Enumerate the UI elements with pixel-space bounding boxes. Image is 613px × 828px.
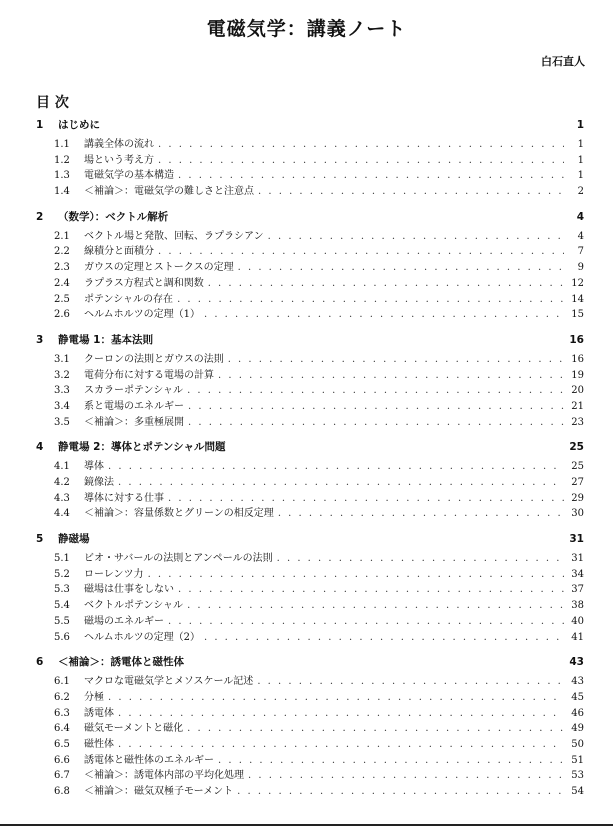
- chapter-number: 5: [36, 533, 44, 546]
- section-number: 2.5: [54, 293, 70, 305]
- chapter-title: 静磁場: [58, 533, 90, 546]
- toc-section-entry[interactable]: [36, 290, 584, 306]
- dot-leader: [257, 676, 564, 687]
- section-number: 3.1: [54, 353, 70, 365]
- toc-heading: 目 次: [36, 95, 69, 111]
- dot-leader: [158, 246, 564, 257]
- section-number: 4.4: [54, 508, 70, 520]
- toc-section-entry[interactable]: [36, 612, 584, 628]
- section-title: マクロな電磁気学とメソスケール記述: [84, 676, 254, 688]
- section-number: 2.3: [54, 262, 70, 274]
- section-number: 2.2: [54, 246, 70, 258]
- chapter-title: ＜補論＞：誘電体と磁性体: [58, 656, 184, 669]
- section-title: ＜補論＞：多重極展開: [84, 416, 184, 428]
- section-number: 6.2: [54, 691, 70, 703]
- section-title: クーロンの法則とガウスの法則: [84, 353, 224, 365]
- chapter-title: はじめに: [58, 119, 100, 131]
- section-title: 分極: [84, 691, 104, 703]
- toc-section-entry[interactable]: [36, 305, 584, 321]
- dot-leader: [228, 354, 564, 365]
- section-title: 誘電体と磁性体のエネルギー: [84, 754, 214, 766]
- toc-section-entry[interactable]: [36, 672, 584, 688]
- toc-section-entry[interactable]: [36, 735, 584, 751]
- section-number: 6.1: [54, 676, 70, 688]
- section-title: ベクトル場と発散、回転、ラプラシアン: [84, 230, 264, 242]
- toc-section-entry[interactable]: [36, 473, 584, 489]
- chapter-page: 31: [569, 533, 584, 546]
- dot-leader: [148, 569, 564, 580]
- section-title: ＜補論＞：容量係数とグリーンの相反定理: [84, 508, 274, 520]
- document-title: 電磁気学：講義ノート: [206, 18, 407, 40]
- toc-section-entry[interactable]: [36, 258, 584, 274]
- section-page: 31: [571, 553, 584, 565]
- section-number: 2.4: [54, 277, 70, 289]
- section-title: ポテンシャルの存在: [84, 293, 174, 305]
- toc-chapter-entry[interactable]: [36, 117, 584, 135]
- section-page: 43: [571, 676, 584, 688]
- dot-leader: [218, 370, 564, 381]
- chapter-number: 6: [36, 656, 44, 669]
- dot-leader: [118, 477, 564, 488]
- toc-section-entry[interactable]: [36, 580, 584, 596]
- section-page: 45: [571, 691, 584, 703]
- section-title: ヘルムホルツの定理（2）: [84, 631, 200, 643]
- section-title: 磁気モーメントと磁化: [84, 723, 184, 735]
- toc-section-entry[interactable]: [36, 227, 584, 243]
- bottom-divider: [0, 824, 613, 826]
- section-number: 6.6: [54, 754, 70, 766]
- chapter-title: 静電場 1：基本法則: [58, 333, 153, 346]
- toc-chapter: [36, 209, 584, 321]
- section-page: 7: [577, 246, 584, 258]
- dot-leader: [208, 278, 564, 289]
- toc-section-entry[interactable]: [36, 274, 584, 290]
- section-title: 線積分と面積分: [84, 246, 154, 258]
- section-number: 1.4: [54, 186, 70, 198]
- toc-section-entry[interactable]: [36, 366, 584, 382]
- table-of-contents: [36, 117, 584, 809]
- chapter-page: 43: [569, 656, 584, 669]
- toc-section-entry[interactable]: [36, 381, 584, 397]
- section-title: ビオ・サバールの法則とアンペールの法則: [84, 553, 273, 565]
- toc-section-entry[interactable]: [36, 413, 584, 429]
- section-page: 21: [571, 400, 584, 412]
- toc-section-entry[interactable]: [36, 166, 584, 182]
- section-number: 2.6: [54, 309, 70, 321]
- chapter-number: 4: [36, 441, 44, 454]
- toc-chapter-entry[interactable]: [36, 209, 584, 227]
- section-number: 6.7: [54, 770, 70, 782]
- section-page: 20: [571, 385, 584, 397]
- dot-leader: [187, 600, 564, 611]
- toc-section-entry[interactable]: [36, 719, 584, 735]
- toc-section-entry[interactable]: [36, 596, 584, 612]
- dot-leader: [218, 755, 564, 766]
- chapter-title: 静電場 2：導体とポテンシャル問題: [58, 441, 226, 454]
- dot-leader: [187, 723, 564, 734]
- section-page: 27: [571, 477, 584, 488]
- section-number: 1.3: [54, 170, 70, 182]
- section-number: 4.3: [54, 492, 70, 504]
- section-page: 51: [571, 754, 584, 766]
- toc-section-entry[interactable]: [36, 135, 584, 151]
- section-page: 40: [571, 615, 584, 627]
- section-page: 15: [571, 309, 584, 321]
- toc-chapter: [36, 332, 584, 428]
- dot-leader: [177, 294, 564, 305]
- section-title: 鏡像法: [84, 477, 114, 488]
- section-page: 25: [571, 461, 584, 473]
- dot-leader: [108, 461, 564, 472]
- section-number: 3.4: [54, 400, 70, 412]
- toc-section-entry[interactable]: [36, 350, 584, 366]
- toc-section-entry[interactable]: [36, 549, 584, 565]
- section-page: 30: [571, 508, 584, 520]
- section-number: 5.5: [54, 615, 70, 627]
- section-page: 9: [577, 262, 584, 274]
- dot-leader: [158, 155, 564, 166]
- section-page: 14: [571, 293, 584, 305]
- section-title: ＜補論＞：誘電体内部の平均化処理: [84, 770, 244, 782]
- section-page: 19: [571, 369, 584, 381]
- dot-leader: [118, 739, 564, 750]
- dot-leader: [178, 170, 564, 181]
- section-title: ガウスの定理とストークスの定理: [84, 262, 234, 274]
- toc-chapter-entry[interactable]: [36, 439, 584, 457]
- section-title: ＜補論＞：電磁気学の難しさと注意点: [84, 186, 254, 198]
- section-title: 導体: [84, 461, 104, 473]
- section-title: 磁場は仕事をしない: [84, 584, 174, 596]
- dot-leader: [188, 401, 564, 412]
- section-title: 導体に対する仕事: [84, 492, 164, 504]
- toc-section-entry[interactable]: [36, 782, 584, 798]
- toc-chapter: [36, 654, 584, 798]
- section-number: 3.5: [54, 416, 70, 428]
- dot-leader: [277, 553, 564, 564]
- chapter-page: 4: [576, 210, 584, 223]
- section-number: 5.3: [54, 584, 70, 596]
- section-page: 37: [571, 584, 584, 596]
- section-title: ＜補論＞：磁気双極子モーメント: [84, 786, 234, 797]
- toc-section-entry[interactable]: [36, 565, 584, 581]
- section-page: 50: [571, 738, 584, 750]
- dot-leader: [268, 231, 564, 242]
- section-page: 46: [571, 707, 584, 719]
- section-title: 系と電場のエネルギー: [84, 400, 184, 412]
- dot-leader: [187, 385, 564, 396]
- section-page: 1: [577, 154, 584, 166]
- dot-leader: [178, 584, 564, 595]
- section-page: 16: [571, 353, 584, 365]
- section-title: 電荷分布に対する電場の計算: [84, 369, 214, 381]
- chapter-number: 1: [36, 119, 44, 131]
- chapter-number: 2: [36, 210, 44, 223]
- toc-section-entry[interactable]: [36, 182, 584, 198]
- section-page: 4: [577, 230, 584, 242]
- dot-leader: [168, 493, 564, 504]
- section-number: 6.5: [54, 738, 70, 750]
- chapter-number: 3: [36, 333, 44, 346]
- section-number: 3.3: [54, 385, 70, 397]
- section-title: ラプラス方程式と調和関数: [84, 277, 204, 289]
- section-number: 5.1: [54, 553, 70, 565]
- section-page: 1: [577, 170, 584, 182]
- section-title: ヘルムホルツの定理（1）: [84, 309, 200, 321]
- toc-section-entry[interactable]: [36, 688, 584, 704]
- toc-section-entry[interactable]: [36, 504, 584, 520]
- toc-section-entry[interactable]: [36, 242, 584, 258]
- section-page: 1: [577, 139, 584, 150]
- section-page: 53: [571, 770, 584, 782]
- dot-leader: [118, 708, 564, 719]
- section-page: 12: [571, 277, 584, 289]
- dot-leader: [237, 786, 564, 797]
- section-title: 場という考え方: [84, 154, 154, 166]
- toc-section-entry[interactable]: [36, 751, 584, 767]
- section-number: 2.1: [54, 230, 70, 242]
- toc-chapter: [36, 439, 584, 520]
- section-page: 29: [571, 492, 584, 504]
- section-page: 49: [571, 723, 584, 735]
- section-number: 6.4: [54, 723, 70, 735]
- toc-chapter: [36, 117, 584, 198]
- section-title: 講義全体の流れ: [84, 139, 154, 150]
- toc-section-entry[interactable]: [36, 457, 584, 473]
- section-title: 電磁気学の基本構造: [84, 170, 174, 182]
- dot-leader: [158, 139, 564, 150]
- dot-leader: [258, 186, 564, 197]
- chapter-title: （数学）：ベクトル解析: [58, 210, 169, 223]
- dot-leader: [238, 262, 564, 273]
- section-number: 3.2: [54, 369, 70, 381]
- toc-section-entry[interactable]: [36, 628, 584, 644]
- dot-leader: [108, 692, 564, 703]
- section-title: スカラーポテンシャル: [84, 385, 184, 397]
- chapter-page: 1: [576, 119, 584, 131]
- section-title: 磁場のエネルギー: [84, 615, 164, 627]
- toc-chapter-entry[interactable]: [36, 531, 584, 549]
- section-page: 23: [571, 416, 584, 428]
- section-page: 34: [571, 568, 584, 580]
- dot-leader: [188, 417, 564, 428]
- author-name: 白石直人: [541, 55, 585, 68]
- toc-section-entry[interactable]: [36, 766, 584, 782]
- toc-section-entry[interactable]: [36, 151, 584, 167]
- section-number: 5.2: [54, 568, 70, 580]
- dot-leader: [248, 770, 564, 781]
- toc-section-entry[interactable]: [36, 489, 584, 505]
- section-page: 41: [571, 631, 584, 643]
- section-page: 54: [571, 786, 584, 797]
- chapter-page: 25: [569, 441, 584, 454]
- section-number: 4.2: [54, 477, 70, 488]
- section-title: ローレンツ力: [84, 568, 144, 580]
- dot-leader: [168, 616, 564, 627]
- toc-chapter: [36, 531, 584, 643]
- section-title: 誘電体: [84, 707, 114, 719]
- section-page: 2: [577, 186, 584, 198]
- section-page: 38: [571, 600, 584, 612]
- section-title: ベクトルポテンシャル: [84, 600, 184, 612]
- toc-chapter-entry[interactable]: [36, 332, 584, 350]
- section-number: 6.3: [54, 707, 70, 719]
- section-number: 6.8: [54, 786, 70, 797]
- section-number: 1.2: [54, 154, 70, 166]
- section-number: 4.1: [54, 461, 70, 473]
- dot-leader: [278, 508, 564, 519]
- dot-leader: [204, 632, 564, 643]
- chapter-page: 16: [569, 333, 584, 346]
- toc-chapter-entry[interactable]: [36, 654, 584, 672]
- dot-leader: [204, 309, 564, 320]
- toc-section-entry[interactable]: [36, 704, 584, 720]
- section-number: 5.6: [54, 631, 70, 643]
- section-number: 1.1: [54, 139, 70, 150]
- toc-section-entry[interactable]: [36, 397, 584, 413]
- section-title: 磁性体: [84, 738, 114, 750]
- section-number: 5.4: [54, 600, 70, 612]
